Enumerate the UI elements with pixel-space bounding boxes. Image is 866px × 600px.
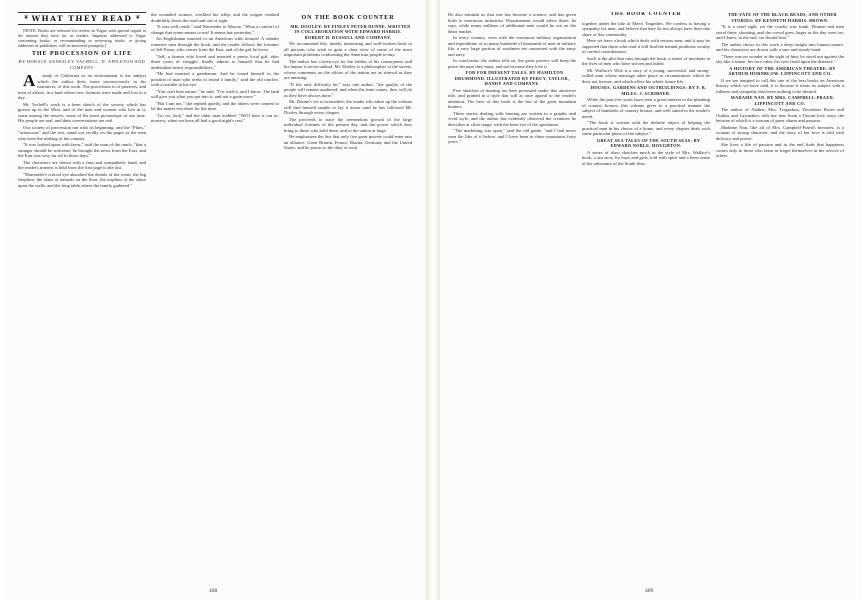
paragraph: "But I am not," she replied quietly, and the others were content to let the matter rest there for the time. — [151, 100, 279, 111]
right-column-2 — [582, 12, 710, 586]
paragraph: Such is the plot that runs through the book, a series of incidents in the lives of men who have striven and failed. — [582, 55, 710, 66]
paragraph: "If the only difficulty be," says one author, "the quality of the people will remain unaltered; and when the time comes, they will do as they have always done." — [284, 81, 412, 98]
left-column-2 — [151, 12, 279, 586]
review-heading: GREAT SEA TALES OF THE SOUTH SEAS: BY EDWARD NOBLE. HOUGHTON. — [596, 137, 701, 148]
review-heading: A HISTORY OF THE AMERICAN THEATRE: BY ARTHUR HORNBLOW. LIPPINCOTT AND CO. — [728, 65, 836, 76]
column-header: WHAT THEY READ — [31, 14, 133, 23]
left-column-1 — [18, 12, 146, 586]
page-number: 408 — [209, 588, 218, 594]
essay-byline: BY HORACE ANNESLEY VACHELL, D. APPLETON AND COMPANY — [18, 59, 146, 70]
paragraph: "It was well crude," said Warrender to Marcia. "What a comfort of change that scene means to me! It seems but yesterday." — [151, 24, 279, 35]
paragraph: We recommend this, timely, interesting and well-written book to all persons who wish to gain a clear view of some of the most important problems confronting the American people to-day. — [284, 41, 412, 57]
paragraph: "It was looked upon with favor," said the man of the ranch, "that a stranger should be welcome; he brought the news from the East, and the East was very far off in those days." — [18, 142, 146, 158]
left-page — [4, 0, 426, 600]
review-heading: MADAME NAN. BY MRS. CAMPBELL-PRAED. LIPPINCOTT AND CO. — [730, 95, 835, 106]
paragraph: These stories dealing with hunting are written in a graphic and vivid style, and the author has evidently observed the creatures he describes at close range, with the keen eye of the sportsman. — [448, 110, 576, 127]
paragraph: "The book is written with the definite object of helping the practical man in his choice of a home, and every chapter deals with some particular phase of the subject." — [582, 120, 710, 136]
section-heading: ON THE BOOK COUNTER — [301, 15, 395, 21]
paragraph: The author shows in this work a deep insight into human nature, and his characters are drawn with a sure and steady hand. — [716, 41, 844, 52]
paragraph: A series of short sketches much in the style of Mrs. Wallace's book, a sea story for boys and girls, told with spirit and a keen sense of the adventure of the South Seas. — [582, 149, 710, 166]
paragraph: the wounded women, crackled his whip, and the wagon creaked doubtfully down the road and out of sight. — [151, 12, 279, 23]
binding-gutter — [426, 0, 440, 600]
paragraph: "The marketing was open," said the old guide, "and I had never seen the like of it before, and I have been in these mountains forty years." — [448, 128, 576, 144]
column-header-box — [18, 12, 146, 25]
review-heading: FOR FOR PRESENT TALES. BY HAMILTON DRUMMOND. ILLUSTRATED BY PERCY, TAYLOR, HANDY AND COMPANY. — [454, 70, 570, 86]
paragraph: together under the title of Men's Tragedies. We confess to having a sympathy for men, and believe that they do not always have their due share of this commodity. — [582, 20, 710, 37]
paragraph: While the past few years have seen a great interest in the planning of country houses, this volume gives in a practical manner the subject of hundreds of country houses, and well suited to the reader's needs. — [582, 97, 710, 119]
paragraph: In every country, even with the enormous military organization and expenditure of so many hundreds of thousands of men in military life, a very large portion of workmen are connected with the army and navy. — [448, 35, 576, 57]
right-page — [440, 0, 862, 600]
ornament-icon: ❦ — [23, 15, 29, 21]
left-column-3 — [284, 12, 412, 586]
editor-note: [NOTE. Books are selected for review in Vogue with special regard to the interest they have for its readers. Inquiries addressed to Vogue concerning books, or recommending or reviewing books, or giving addresses of publishers, will be answered promptly.] — [18, 27, 146, 48]
paragraph: The characters are drawn with a firm and sympathetic hand, and the reader's interest is held from the first page to the last. — [18, 159, 146, 170]
paragraph: An Englishman married to an American with fortune! A slender romance runs through the book, and the reader follows the fortunes of Jeff Paton, who comes from the East, and of the girl he loves. — [151, 36, 279, 52]
review-heading: HOUSES, GARDENS AND OUTBUILDINGS: BY F. B. MILES. J. SCRIBNER. — [590, 85, 707, 96]
paragraph: Our society of procession ran with its beginning, and the "Pikes," "aristocrats" and the rest, stand out vividly on the pages as the men who were the making of the country. — [18, 124, 146, 141]
right-column-1 — [448, 12, 576, 586]
paragraph: Here we have a book which deals with serious men, and it may be supposed that those who read it will find the mental problems worthy of careful consideration. — [582, 38, 710, 54]
paragraph: If we are tempted to call this one of the best books on American history which we have read, it is because it treats its subject with a fullness and sympathy that leave nothing to be desired. — [716, 77, 844, 94]
paragraph: "Jeff, a farmer who loved and married a pretty local girl, after three years of struggle, finally admits to himself that he had undertaken heavy responsibilities." — [151, 53, 279, 70]
review-heading: THE FATE OF THE BLACK BEADS, AND OTHER STORIES: BY KENNETH HARRIS. BROWN. — [728, 12, 837, 23]
paragraph: "There was no wonder at the sight of him; he stood out against the sky like a statue, his face calm, his eyes fixed upon the distance." — [716, 53, 844, 64]
paragraph: Mr. Wallace's Wife is a story of a young, successful, and strong-willed man whose marriage takes place in circumstances which he does not foresee, and which affect his whole future life. — [582, 67, 710, 84]
paragraph: In conclusion, the author tells us, the great powers will keep the peace because they must, and not because they love it. — [448, 58, 576, 69]
essay-opening-text: study of California as an environment is the subject which the author does, more unconsciously in his narratives, of this work. The procession is of pioneers, and men of affairs, in a land where new fortunes were made and lost in a day. — [18, 73, 146, 100]
paragraph: "He had married a gentleman. And he found himself in the position of man who seeks to found a family," said the old rancher, with a twinkle in his eye. — [151, 71, 279, 87]
paragraph: The proceeds to trace the tremendous growth of the large individual fortunes of the present day, and the power which they bring to those who hold them, and to the nation at large. — [284, 116, 412, 133]
right-column-3 — [716, 12, 844, 586]
paragraph: The author of Nadine, Mrs. Tregaskiss, December Roses and Outlaw and Lawmaker, tells her new book a Tuscan love story, the heroine of which is a woman of great charm and passion. — [716, 107, 844, 123]
paragraph: She lives a life of passion and in the end finds that happiness comes only to those who learn to forget themselves in the service of others. — [716, 142, 844, 158]
paragraph: Mr. Dunne's wit is irresistible; the reader who takes up the volume will find himself unable to lay it down until he has followed Mr. Dooley through every chapter. — [284, 99, 412, 115]
paragraph: Madame Nan, like all of Mrs. Campbell-Praed's heroines, is a woman of strong character, and the story of her love is told with delicacy and power. — [716, 124, 844, 141]
paragraph: "Go on, Jack," and the older man nodded. "We'll have it out to-morrow, when we have all had a good night's rest." — [151, 112, 279, 123]
essay-opening — [18, 73, 146, 101]
running-head: THE BOOK COUNTER — [610, 12, 682, 17]
paragraph: Five sketches of hunting are here presented under this attractive title, and printed in a style that will at once appeal to the reader's attention. The hero of this book is the last of the great mountain hunters. — [448, 87, 576, 109]
ornament-icon: ❦ — [135, 15, 141, 21]
paragraph: He emphasizes the fact that only five great powers could enter into an alliance: Great Britain, France, Russia, Germany and the United States, and he points to the duty of each. — [284, 134, 412, 150]
paragraph: He also reminds us that war has become a science, and has given birth to enormous industries. Disarmament would affect these, he says, while many millions of additional men would be out on the labor market. — [448, 12, 576, 34]
paragraph: The author has a keen eye for the foibles of his countrymen, and his humor is never unkind. Mr. Dooley is a philosopher of the streets, whose comments on the affairs of the nation are as shrewd as they are amusing. — [284, 58, 412, 80]
drop-cap: A — [23, 71, 36, 90]
paragraph: "Warrender's critical eye absorbed the details of the room, the big fireplace, the skins of animals on the floor, the trophies of the chase upon the walls, and the long table where the family gathered." — [18, 171, 146, 188]
paragraph: Mr. Vachell's work is a keen sketch of the society which has grown up in the West, and of the men and women who live in it, some among the newest, some of the most picturesque of our time. His people are real, and their conversations are real. — [18, 101, 146, 123]
essay-title: THE PROCESSION OF LIFE — [31, 50, 133, 57]
paragraph: "You can't beat nature," he said. "I've tried it, and I know. The land will give you what you put into it, and not a grain more." — [151, 88, 279, 99]
review-heading: MR. DOOLEY: BY FINLEY PETER DUNNE. WRITTEN IN COLLABORATION WITH EDWARD HARRIS. ROBERT H. RUSSELL AND COMPANY. — [290, 23, 411, 40]
paragraph: "It is a cruel sight, yet the cruelty was frank. Women and men stood there, shouting, and the crowd grew larger as the day went on; and I knew, in the end, we should lose." — [716, 24, 844, 40]
page-number: 409 — [645, 588, 654, 594]
